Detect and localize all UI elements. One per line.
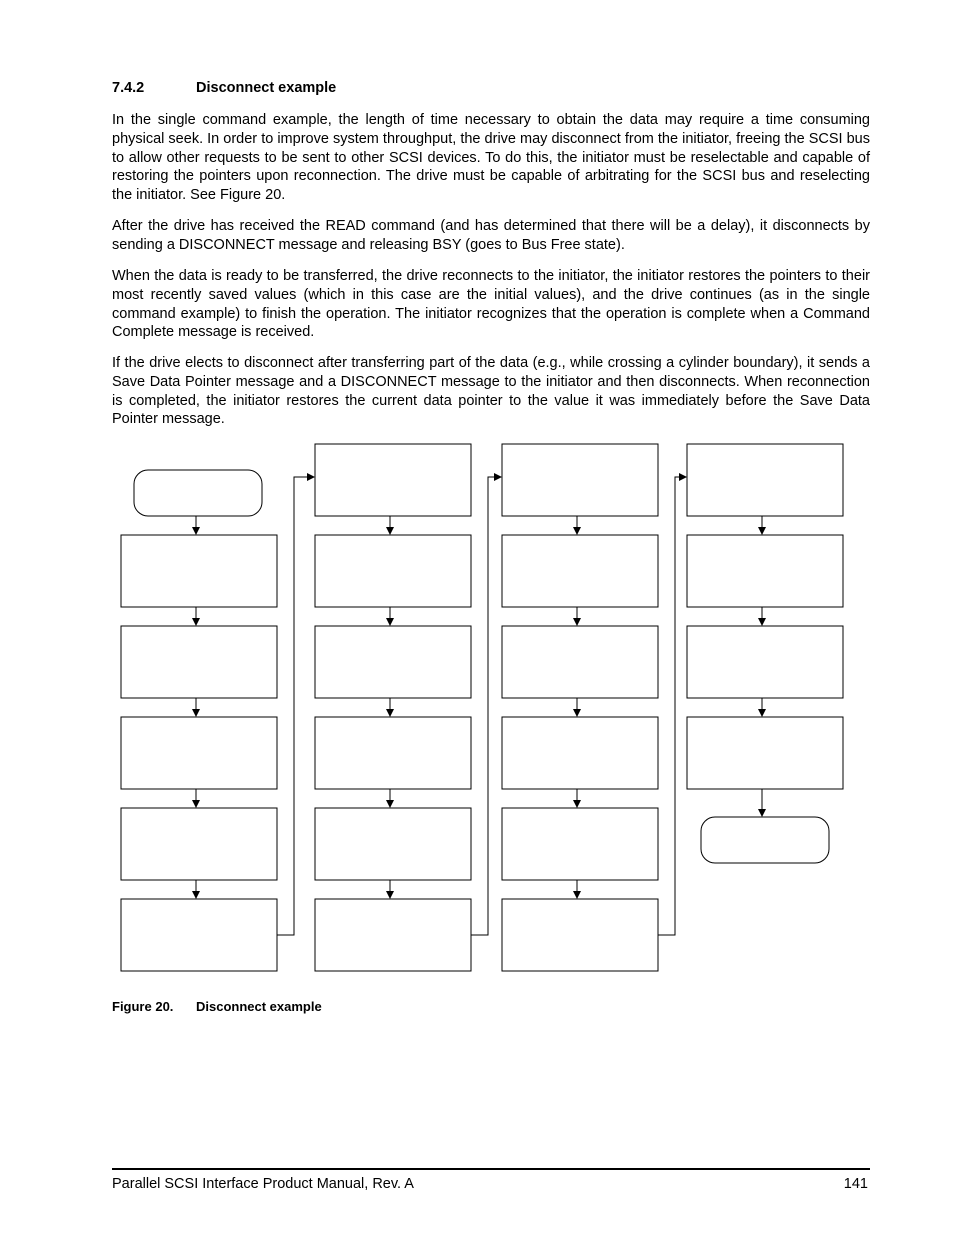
section-number: 7.4.2 — [112, 80, 145, 96]
process-box-c1-4 — [121, 808, 277, 880]
process-box-c3-5 — [502, 808, 658, 880]
process-box-c1-2 — [121, 626, 277, 698]
section-title: Disconnect example — [196, 80, 337, 96]
process-box-c4-3 — [687, 626, 843, 698]
process-box-c1-3 — [121, 717, 277, 789]
footer-divider — [112, 1168, 870, 1170]
page-number: 141 — [843, 1176, 868, 1192]
footer-document-title: Parallel SCSI Interface Product Manual, Rev. A — [112, 1176, 414, 1192]
process-box-c2-4 — [315, 717, 471, 789]
column-connector-2-to-3 — [471, 477, 501, 935]
process-box-c4-1 — [687, 444, 843, 516]
process-box-c4-4 — [687, 717, 843, 789]
figure-number: Figure 20. — [112, 999, 174, 1014]
process-box-c3-6 — [502, 899, 658, 971]
figure-caption — [112, 999, 322, 1014]
process-box-c3-2 — [502, 535, 658, 607]
process-box-c4-2 — [687, 535, 843, 607]
column-connector-1-to-2 — [277, 477, 314, 935]
process-box-c2-2 — [315, 535, 471, 607]
process-box-c2-5 — [315, 808, 471, 880]
start-terminal — [134, 470, 262, 516]
process-box-c1-5 — [121, 899, 277, 971]
process-box-c3-1 — [502, 444, 658, 516]
process-box-c1-1 — [121, 535, 277, 607]
process-box-c2-6 — [315, 899, 471, 971]
process-box-c2-3 — [315, 626, 471, 698]
end-terminal — [701, 817, 829, 863]
process-box-c2-1 — [315, 444, 471, 516]
figure-title: Disconnect example — [196, 999, 322, 1014]
paragraph-3: When the data is ready to be transferred, the drive reconnects to the initiator, the initiator restores the pointers to their most recently saved values (which in this case are the initial values), and the drive continues (as in the single command example) to finish the operation. The initiator recognizes that the operation is complete when a Command Complete message is received. — [112, 268, 870, 341]
process-box-c3-3 — [502, 626, 658, 698]
process-box-c3-4 — [502, 717, 658, 789]
paragraph-2: After the drive has received the READ command (and has determined that there will be a delay), it disconnects by sending a DISCONNECT message and releasing BSY (goes to Bus Free state). — [112, 218, 870, 253]
paragraph-1: In the single command example, the length of time necessary to obtain the data may require a time consuming physical seek. In order to improve system throughput, the drive may disconnect from the initiator, freeing the SCSI bus to allow other requests to be sent to other SCSI devices. To do this, the initiator must be reselectable and capable of restoring the pointers upon reconnection. The drive must be capable of arbitrating for the SCSI bus and reselecting the initiator. See Figure 20. — [112, 112, 870, 204]
paragraph-4: If the drive elects to disconnect after transferring part of the data (e.g., while crossing a cylinder boundary), it sends a Save Data Pointer message and a DISCONNECT message to the initiator and then disconnects. When reconnection is completed, the initiator restores the current data pointer to the value it was immediately before the Save Data Pointer message. — [112, 355, 870, 428]
column-connector-3-to-4 — [658, 477, 686, 935]
